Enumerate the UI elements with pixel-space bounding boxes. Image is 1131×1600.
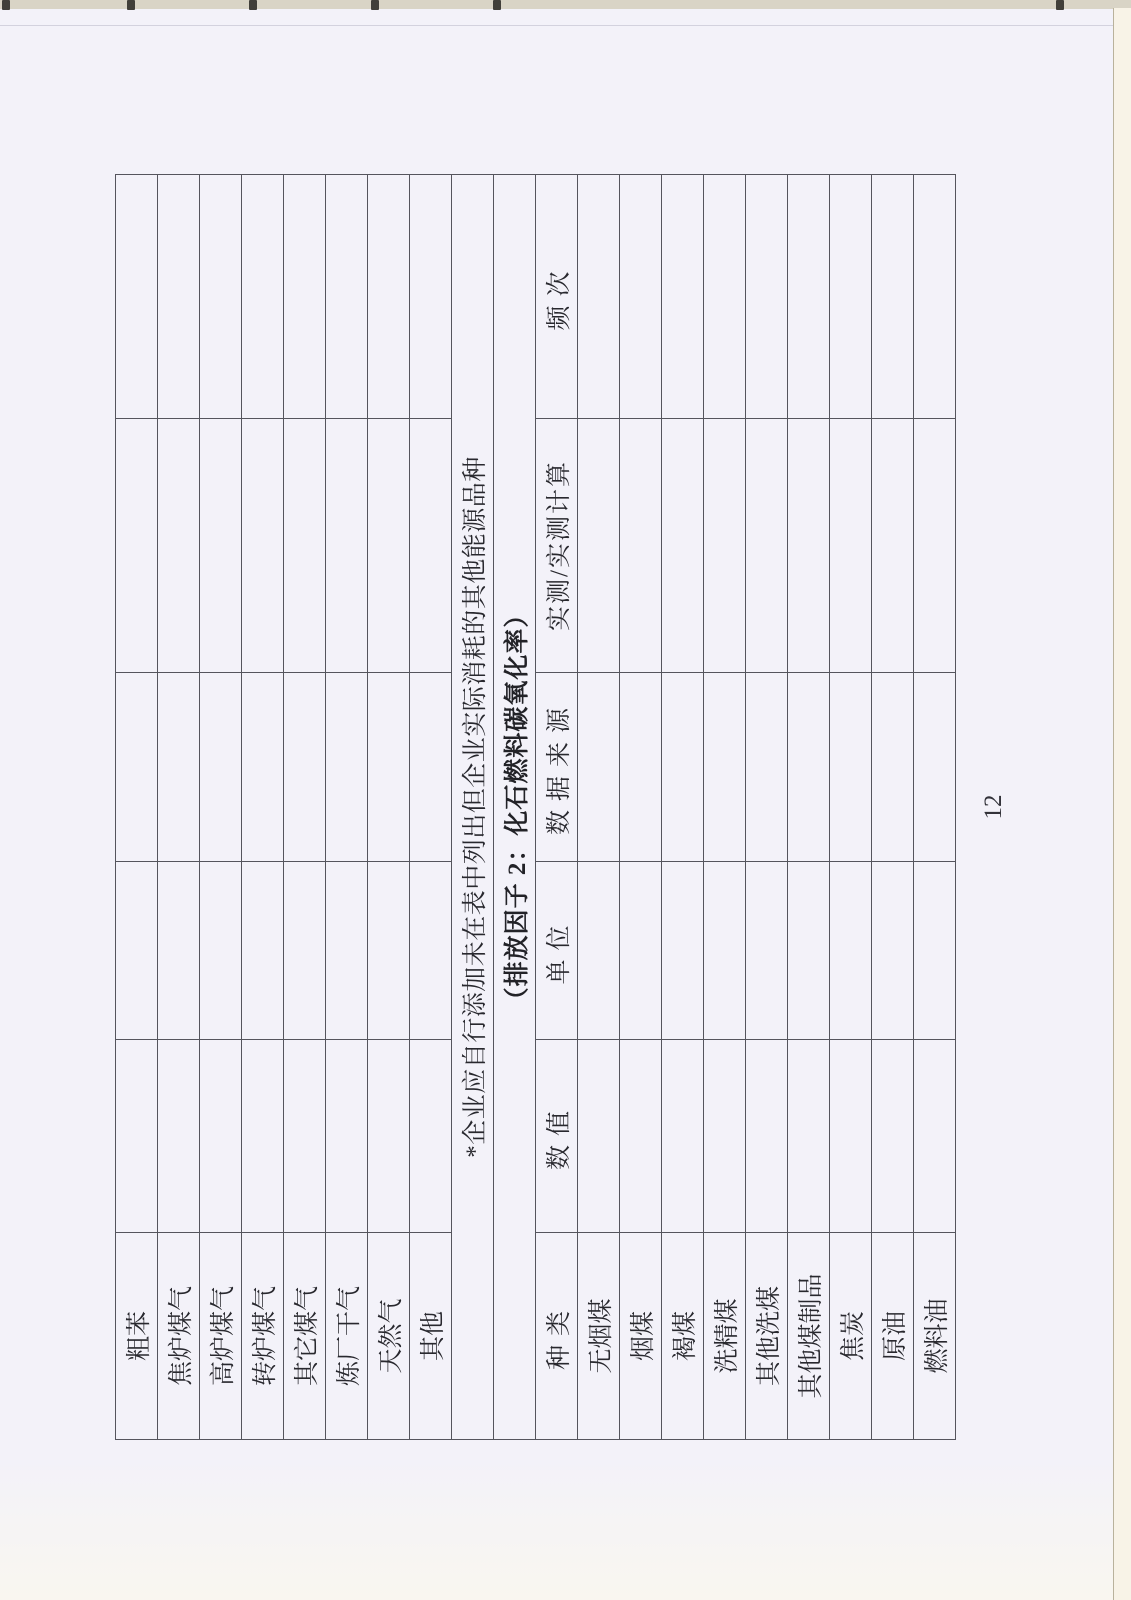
empty-cell <box>746 673 788 862</box>
energy-row-label: 炼厂干气 <box>326 1233 368 1440</box>
empty-cell <box>242 1040 284 1233</box>
empty-cell <box>830 673 872 862</box>
empty-cell <box>116 1040 158 1233</box>
empty-cell <box>788 673 830 862</box>
empty-cell <box>116 862 158 1040</box>
table-row <box>704 175 746 1440</box>
empty-cell <box>368 673 410 862</box>
empty-cell <box>116 175 158 419</box>
empty-cell <box>662 673 704 862</box>
table-row <box>662 175 704 1440</box>
footnote-row <box>452 175 494 1440</box>
header-cell-unit: 单位 <box>536 862 578 1040</box>
header-cell-type: 种类 <box>536 1233 578 1440</box>
empty-cell <box>704 419 746 673</box>
empty-cell <box>914 862 956 1040</box>
fuel-row-label: 其他洗煤 <box>746 1233 788 1440</box>
fuel-row-label: 其他煤制品 <box>788 1233 830 1440</box>
empty-cell <box>704 175 746 419</box>
empty-cell <box>578 862 620 1040</box>
fuel-row-label: 洗精煤 <box>704 1233 746 1440</box>
empty-cell <box>620 673 662 862</box>
table-row <box>242 175 284 1440</box>
empty-cell <box>872 862 914 1040</box>
empty-cell <box>662 862 704 1040</box>
table-row <box>914 175 956 1440</box>
empty-cell <box>200 419 242 673</box>
empty-cell <box>284 673 326 862</box>
empty-cell <box>788 419 830 673</box>
empty-cell <box>872 419 914 673</box>
empty-cell <box>158 1040 200 1233</box>
empty-cell <box>704 673 746 862</box>
empty-cell <box>662 419 704 673</box>
empty-cell <box>242 673 284 862</box>
table-row <box>410 175 452 1440</box>
table-row <box>872 175 914 1440</box>
empty-cell <box>116 419 158 673</box>
energy-row-label: 其他 <box>410 1233 452 1440</box>
header-cell-measured: 实测/实测计算 <box>536 419 578 673</box>
empty-cell <box>242 175 284 419</box>
empty-cell <box>620 862 662 1040</box>
empty-cell <box>746 175 788 419</box>
empty-cell <box>368 175 410 419</box>
energy-row-label: 粗苯 <box>116 1233 158 1440</box>
emission-factor-table <box>115 174 956 1440</box>
empty-cell <box>914 673 956 862</box>
page-number: 12 <box>980 794 1007 820</box>
empty-cell <box>326 862 368 1040</box>
empty-cell <box>284 175 326 419</box>
energy-row-label: 转炉煤气 <box>242 1233 284 1440</box>
empty-cell <box>914 1040 956 1233</box>
empty-cell <box>872 1040 914 1233</box>
table-row <box>284 175 326 1440</box>
table-row <box>368 175 410 1440</box>
empty-cell <box>620 1040 662 1233</box>
energy-row-label: 高炉煤气 <box>200 1233 242 1440</box>
fuel-row-label: 原油 <box>872 1233 914 1440</box>
empty-cell <box>914 175 956 419</box>
table-row <box>116 175 158 1440</box>
empty-cell <box>242 862 284 1040</box>
empty-cell <box>788 1040 830 1233</box>
table-footnote: *企业应自行添加未在表中列出但企业实际消耗的其他能源品种 <box>452 175 494 1440</box>
empty-cell <box>578 419 620 673</box>
empty-cell <box>788 175 830 419</box>
fuel-row-label: 褐煤 <box>662 1233 704 1440</box>
empty-cell <box>704 1040 746 1233</box>
empty-cell <box>158 419 200 673</box>
empty-cell <box>830 419 872 673</box>
empty-cell <box>326 419 368 673</box>
empty-cell <box>326 1040 368 1233</box>
empty-cell <box>578 175 620 419</box>
header-row <box>536 175 578 1440</box>
fuel-row-label: 无烟煤 <box>578 1233 620 1440</box>
empty-cell <box>326 673 368 862</box>
empty-cell <box>410 419 452 673</box>
empty-cell <box>578 673 620 862</box>
empty-cell <box>158 862 200 1040</box>
empty-cell <box>662 1040 704 1233</box>
empty-cell <box>410 175 452 419</box>
section-title: （排放因子 2：化石燃料碳氧化率） <box>494 175 536 1440</box>
empty-cell <box>284 862 326 1040</box>
fuel-row-label: 烟煤 <box>620 1233 662 1440</box>
empty-cell <box>410 862 452 1040</box>
empty-cell <box>746 1040 788 1233</box>
empty-cell <box>830 175 872 419</box>
empty-cell <box>830 862 872 1040</box>
table-row <box>620 175 662 1440</box>
empty-cell <box>662 175 704 419</box>
empty-cell <box>872 673 914 862</box>
empty-cell <box>200 175 242 419</box>
table-row <box>830 175 872 1440</box>
energy-row-label: 焦炉煤气 <box>158 1233 200 1440</box>
empty-cell <box>368 862 410 1040</box>
empty-cell <box>158 673 200 862</box>
header-cell-source: 数据来源 <box>536 673 578 862</box>
empty-cell <box>326 175 368 419</box>
header-cell-frequency: 频次 <box>536 175 578 419</box>
fuel-row-label: 燃料油 <box>914 1233 956 1440</box>
empty-cell <box>746 862 788 1040</box>
empty-cell <box>410 1040 452 1233</box>
empty-cell <box>200 1040 242 1233</box>
empty-cell <box>284 1040 326 1233</box>
table-row <box>788 175 830 1440</box>
empty-cell <box>116 673 158 862</box>
empty-cell <box>872 175 914 419</box>
empty-cell <box>242 419 284 673</box>
energy-row-label: 其它煤气 <box>284 1233 326 1440</box>
header-cell-value: 数值 <box>536 1040 578 1233</box>
table-row <box>200 175 242 1440</box>
empty-cell <box>620 419 662 673</box>
empty-cell <box>746 419 788 673</box>
table-row <box>578 175 620 1440</box>
empty-cell <box>578 1040 620 1233</box>
section-title-row <box>494 175 536 1440</box>
empty-cell <box>410 673 452 862</box>
empty-cell <box>368 419 410 673</box>
empty-cell <box>200 673 242 862</box>
empty-cell <box>284 419 326 673</box>
fuel-row-label: 焦炭 <box>830 1233 872 1440</box>
energy-row-label: 天然气 <box>368 1233 410 1440</box>
empty-cell <box>620 175 662 419</box>
empty-cell <box>368 1040 410 1233</box>
table-row <box>326 175 368 1440</box>
empty-cell <box>200 862 242 1040</box>
empty-cell <box>914 419 956 673</box>
table-row <box>158 175 200 1440</box>
empty-cell <box>158 175 200 419</box>
empty-cell <box>830 1040 872 1233</box>
table-row <box>746 175 788 1440</box>
empty-cell <box>788 862 830 1040</box>
empty-cell <box>704 862 746 1040</box>
